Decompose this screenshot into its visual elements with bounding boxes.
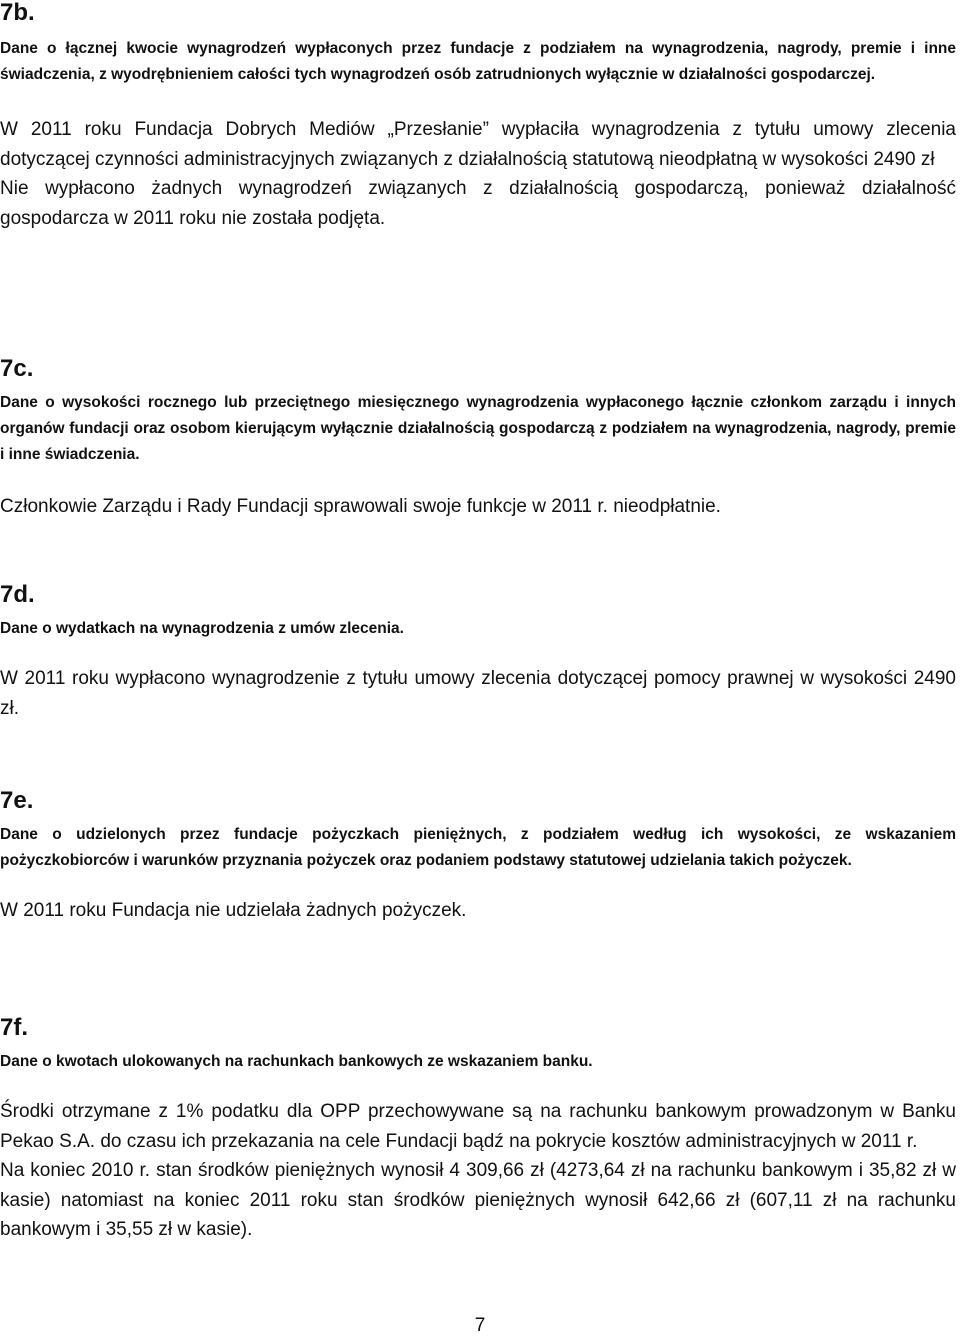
section-description: Dane o kwotach ulokowanych na rachunkach bankowych ze wskazaniem banku. [0,1053,593,1070]
section-description: Dane o wysokości rocznego lub przeciętnego miesięcznego wynagrodzenia wypłaconego łącznie członkom zarządu i innych organów fundacji oraz osobom kierującym wyłącznie działalnością gospodarczą z podziałem na wynagrodzenia, nagrody, premie i inne świadczenia. [0,394,956,463]
paragraph: W 2011 roku Fundacja nie udzielała żadnych pożyczek. [0,900,467,921]
page-number: 7 [474,1315,486,1336]
section-description: Dane o łącznej kwocie wynagrodzeń wypłaconych przez fundacje z podziałem na wynagrodzenia, nagrody, premie i inne świadczenia, z wyodrębnieniem całości tych wynagrodzeń osób zatrudnionych wyłącznie w działalności gospodarczej. [0,40,956,83]
paragraph: W 2011 roku Fundacja Dobrych Mediów „Przesłanie” wypłaciła wynagrodzenia z tytułu umowy zlecenia dotyczącej czynności administracyjnych związanych z działalnością statutową nieodpłatną w wysokości 2490 zł [0,119,956,170]
paragraph: Na koniec 2010 r. stan środków pieniężnych wynosił 4 309,66 zł (4273,64 zł na rachunku bankowym i 35,82 zł w kasie) natomiast na koniec 2011 roku stan środków pieniężnych wynosił 642,66 zł (607,11 zł na rachunku bankowym i 35,55 zł w kasie). [0,1160,956,1240]
section-heading: 7b. [0,0,35,26]
paragraph: Środki otrzymane z 1% podatku dla OPP przechowywane są na rachunku bankowym prowadzonym w Banku Pekao S.A. do czasu ich przekazania na cele Fundacji bądź na pokrycie kosztów administracyjnych w 2011 r. [0,1101,956,1152]
section-7e [0,788,956,926]
section-7c [0,356,956,522]
section-heading: 7e. [0,787,34,814]
section-heading: 7f. [0,1014,29,1041]
section-description: Dane o udzielonych przez fundacje pożyczkach pieniężnych, z podziałem według ich wysokości, ze wskazaniem pożyczkobiorców i warunków przyznania pożyczek oraz podaniem podstawy statutowej udzielania takich pożyczek. [0,826,956,869]
section-heading: 7c. [0,355,34,382]
section-7f [0,1015,956,1245]
paragraph: W 2011 roku wypłacono wynagrodzenie z tytułu umowy zlecenia dotyczącej pomocy prawnej w wysokości 2490 zł. [0,668,956,719]
section-heading: 7d. [0,581,35,608]
paragraph: Członkowie Zarządu i Rady Fundacji sprawowali swoje funkcje w 2011 r. nieodpłatnie. [0,496,721,517]
paragraph: Nie wypłacono żadnych wynagrodzeń związanych z działalnością gospodarczą, ponieważ działalność gospodarcza w 2011 roku nie została podjęta. [0,178,956,229]
section-7d [0,582,956,723]
section-7b [0,0,956,233]
section-description: Dane o wydatkach na wynagrodzenia z umów zlecenia. [0,620,404,637]
